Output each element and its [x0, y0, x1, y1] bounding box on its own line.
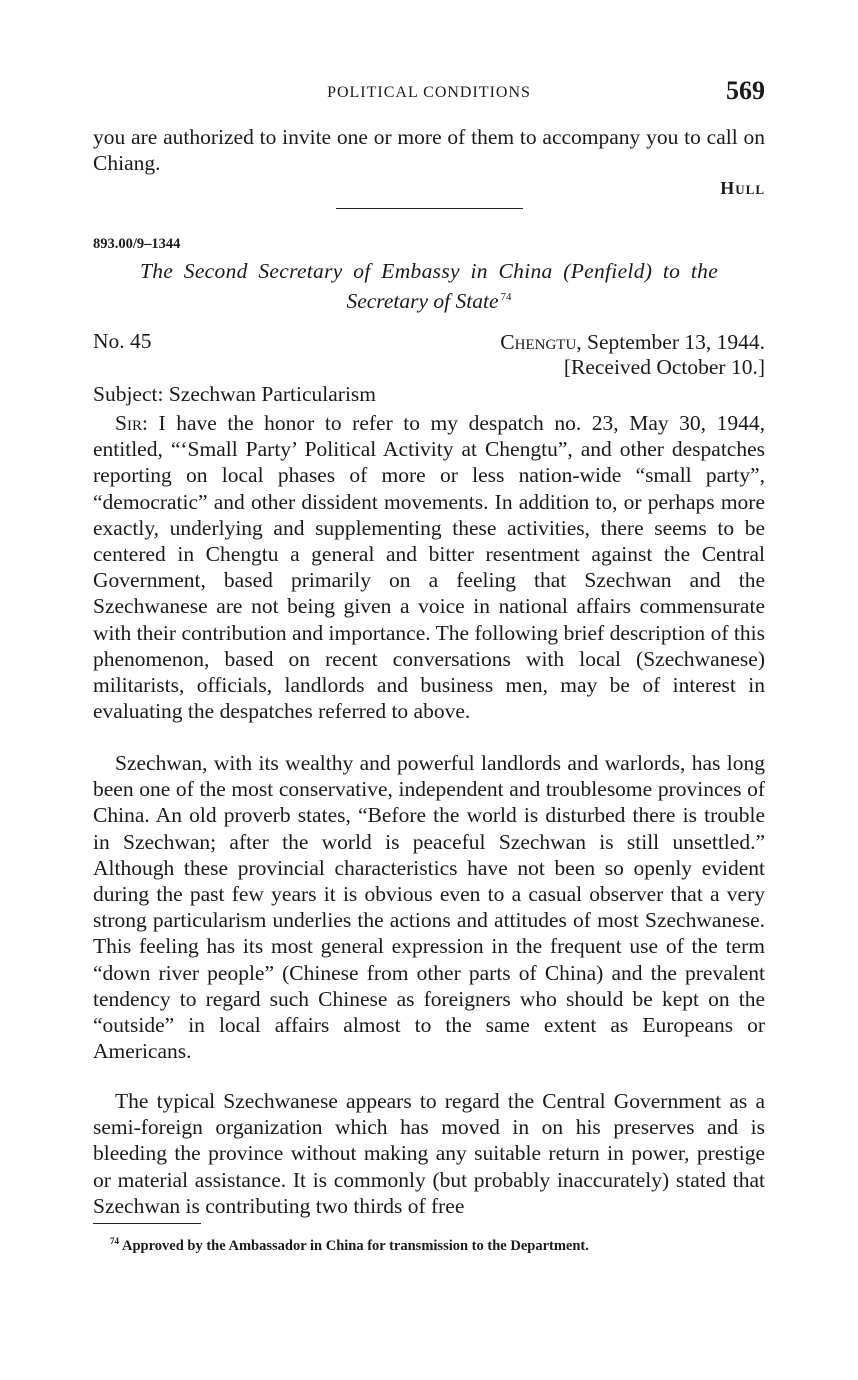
footnote — [110, 1236, 589, 1255]
paragraph-2: Szechwan, with its wealthy and powerful landlords and warlords, has long been one of the most conservative, independent and troublesome provinces of China. An old proverb states, “Before the world is disturbed there is trouble in Szechwan; after the world is peaceful Szechwan is still unsettled.” Although these provincial characteristics have not been so openly evident during the past few years it is obvious even to a casual observer that a very strong particularism underlies the actions and attitudes of most Szechwanese. This feeling has its most general expression in the frequent use of the term “down river people” (Chinese from other parts of China) and the prevalent tendency to regard such Chinese as foreigners who should be kept on the “outside” in local affairs almost to the same extent as Europeans or Americans. — [93, 751, 765, 1064]
page-number: 569 — [726, 76, 765, 105]
footnote-number: 74 — [110, 1236, 119, 1246]
running-head: POLITICAL CONDITIONS — [327, 84, 531, 101]
paragraph-1 — [93, 410, 765, 724]
place: Chengtu — [500, 330, 577, 354]
footnote-text: Approved by the Ambassador in China for transmission to the Department. — [122, 1238, 589, 1254]
title-line-1: The Second Secretary of Embassy in China (Penfield) to the — [139, 259, 719, 283]
title-line-2 — [93, 284, 765, 314]
title-line-2-text: Secretary of State — [346, 289, 499, 313]
file-number: 893.00/9–1344 — [93, 236, 181, 252]
paragraph-1-text: : I have the honor to refer to my despatch no. 23, May 30, 1944, entitled, “‘Small Party’ Political Activity at Chengtu”, and other despatches reporting on local phases of more or less nation-wide “small party”, “democratic” and other dissident movements. In addition to, or perhaps more exactly, underlying and supplementing these activities, there seems to be centered in Chengtu a general and bitter resentment against the Central Government, based primarily on a feeling that Szechwan and the Szechwanese are not being given a voice in national affairs commensurate with their contribution and importance. The following brief description of this phenomenon, based on recent conversations with local (Szechwanese) militarists, officials, landlords and business men, may be of interest in evaluating the despatches referred to above. — [93, 411, 765, 724]
page-header — [93, 76, 765, 108]
footnote-rule — [93, 1223, 201, 1224]
date: , September 13, 1944. — [576, 330, 765, 354]
paragraph-3: The typical Szechwanese appears to regard the Central Government as a semi-foreign organization which has moved in on his preserves and is bleeding the province without making any suitable return in power, prestige or material assistance. It is commonly (but probably inaccurately) stated that Szechwan is contributing two thirds of free — [93, 1089, 765, 1218]
continuation-paragraph: you are authorized to invite one or more of them to accompany you to call on Chiang. — [93, 125, 765, 176]
place-date — [500, 329, 765, 355]
footnote-reference: 74 — [500, 291, 512, 303]
document-title — [93, 258, 765, 314]
salutation: Sir — [115, 411, 142, 435]
signature: Hull — [720, 178, 765, 198]
subject-line: Subject: Szechwan Particularism — [93, 382, 377, 406]
section-divider — [336, 208, 523, 209]
despatch-number: No. 45 — [93, 329, 152, 353]
received-date: [Received October 10.] — [563, 355, 765, 379]
